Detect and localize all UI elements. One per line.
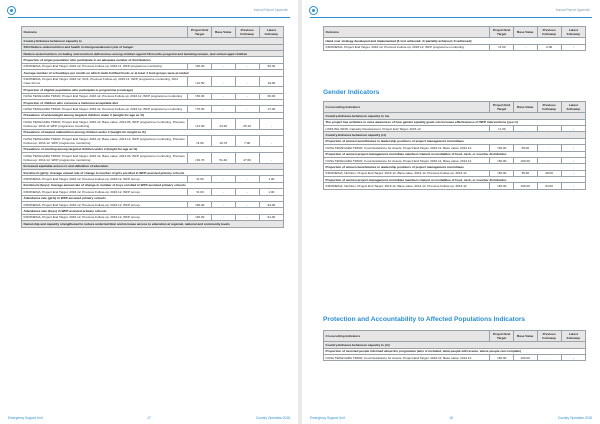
col-header-base: Base Value [513,102,537,113]
col-header-latest: Latest Followup [561,102,585,113]
continued-table-body [324,38,586,51]
col-header-base: Base Value [513,331,537,342]
section-label: Increased equitable access to and utilization of education [22,163,284,169]
latest-value: - [561,183,585,189]
previous-value: - [235,189,259,195]
previous-value: - [235,76,259,87]
base-value: 35.00 [513,145,537,151]
base-value: 35.00 [513,170,537,176]
target-value: >66.00 [188,63,212,69]
table-header-row [324,27,586,38]
section-label: Country-Enhance behaviour capacity to me [324,113,586,119]
source-cell: NUSA TENGGARA TIMUR, Project End Target: 2016.12, Previous Follow-up: 2016.12, WFP programme monitoring [22,106,188,112]
col-header-target: Project End Target [490,27,514,38]
previous-value: - [537,125,561,131]
source-cell: INDONESIA, Project End Target: 2016.12, SO4, Previous Follow-up: 2016.12, WFP programme monitoring, SO4 Case Focus [22,76,188,87]
data-row [324,183,586,189]
base-value: - [211,93,235,99]
latest-value: - [561,354,585,360]
col-header-latest: Latest Followup [259,27,283,38]
data-row [22,76,284,87]
source-cell: INDONESIA, Nutrition, Project End Target: 2016.12, Base value: 2014.12, Previous Follow-up: 2016.12 [324,183,490,189]
section-label: SO4 Reduce undernutrition and health in intergenerational cycle of hunger [22,44,284,50]
outcome-table-wrapper [21,26,284,228]
indicator-label: Hand over strategy developed and implemented [1=not achieved; 2=partially achieved; 3=achieved] [324,38,586,44]
indicator-label: Attendance rate (boys) in WFP-assisted primary schools [22,208,284,214]
latest-value: - [259,119,283,130]
footer-org: Emergency Support Unit [8,416,43,420]
base-value: 100.00 [513,157,537,163]
col-header-previous: Previous Followup [235,27,259,38]
target-value: >70.00 [188,106,212,112]
previous-value: - [537,354,561,360]
latest-value: - [561,125,585,131]
section-label: Reduce undernutrition, including micronutrient deficiencies among children aged 6-59 months pregnant and lactating women, and school-aged children [22,50,284,56]
latest-value: 19.00 [259,76,283,87]
source-cell: INDONESIA, Project End Target: 2016.12, Previous Follow-up: 2016.11, WFP programme monitoring [22,63,188,69]
header-rule [310,17,592,18]
indicator-label: Proportion of assisted people informed about the programme (who is included, what people will receive, where people can complain) [324,348,586,354]
target-value: >90.00 [188,214,212,220]
indicator-label: The project has activities to raise awareness of how gender equality goals can increase effectiveness of WFP interventions (yes=1) [324,119,586,125]
col-header-crosscutting: Crosscutting indicators [324,331,490,342]
left-page [0,0,298,424]
footer-report-name: Country Operation 2018 [557,416,592,420]
data-row [22,119,284,130]
target-value: <21.00 [188,119,212,130]
previous-value: - [235,214,259,220]
section-row [22,221,284,227]
target-value: <9.00 [188,136,212,147]
table-header-row [324,331,586,342]
col-header-outcome: Outcome [22,27,188,38]
col-header-previous: Previous Followup [537,27,561,38]
previous-value: - [235,106,259,112]
indicator-label: Enrolment (boys): Average annual rate of change in number of boys enrolled in WFP-assisted primary schools [22,182,284,188]
section-label: Country-Enhance behaviour capacity to (ct) [324,342,586,348]
source-cell: NUSA TENGGARA TIMUR, Food Assistance for Assets, Project End Target: 2016.12, Base value: 2014.12 [324,157,490,163]
protection-table-body [324,342,586,361]
header-rule [8,17,290,18]
source-cell: NUSA TENGGARA TIMUR, Food Assistance for Assets, Project End Target: 2016.12, Base value: 2014.12 [324,145,490,151]
protection-table-wrapper [323,330,586,361]
latest-value: 91.00 [259,214,283,220]
table-header-row [22,27,284,38]
col-header-target: Project End Target [188,27,212,38]
target-value: >50.00 [490,170,514,176]
previous-value: 47.60 [235,153,259,164]
protection-section-title: Protection and Accountability to Affected Populations Indicators [323,316,526,323]
source-cell: NUSA TENGGARA TIMUR, Project End Target: 2016.12, Base value: 2014.06, WFP programme monitoring, Previous Follow-up: 2014.12, WFP programme monitoring [22,153,188,164]
gender-table [323,101,586,190]
org-logo-icon [309,6,318,15]
source-cell: NUSA TENGGARA TIMUR, Project End Target: 2016.12, Base value: 2014.12, WFP programme monitoring, Previous Follow-up: 2014.12, WFP programme monitoring [22,136,188,147]
latest-value: - [259,153,283,164]
base-value: - [211,214,235,220]
base-value: - [513,44,537,50]
footer-report-name: Country Operation 2018 [255,416,290,420]
target-value: <49.70 [188,153,212,164]
source-cell: INDONESIA, Project End Target: 2016.12, Previous Follow-up: 2016.12, WFP survey [22,201,188,207]
source-cell: INDONESIA, Project End Target: 2016.12, Previous Follow-up: 2016.12, WFP survey [22,189,188,195]
previous-value: 25.10 [235,119,259,130]
header-title: Annual Report Appendix [253,8,288,12]
page-number: 18 [449,416,453,420]
outcome-table-body [22,38,284,227]
source-cell: NUSA TENGGARA TIMUR, Project End Target: 2016.12, Previous Follow-up: 2016.12, WFP programme monitoring [22,93,188,99]
col-header-target: Project End Target [490,331,514,342]
target-value: =3.00 [490,44,514,50]
source-cell: INDONESIA, Project End Target: 2016.12, Previous Follow-up: 2016.12, WFP programme monitoring [324,44,490,50]
col-header-latest: Latest Followup [561,331,585,342]
indicator-label: Proportion of women beneficiaries in leadership positions of project management committees [324,138,586,144]
outcome-table [21,26,284,228]
indicator-label: Proportion of children who consume a minimum acceptable diet [22,99,284,105]
indicator-label: Proportion of women project management committee members trained on modalities of food, cash, or voucher distribution [324,177,586,183]
target-value: >12.50 [188,76,212,87]
source-cell: INDONESIA, Project End Target: 2016.12, Previous Follow-up: 2016.12, WFP survey [22,176,188,182]
target-value: >6.00 [188,176,212,182]
latest-value: - [561,157,585,163]
source-cell: NUSA TENGGARA TIMUR, Project End Target: 2016.12, Base value: 2014.06, WFP programme monitoring, Previous Follow-up: 2014.11 WFP programme monitoring [22,119,188,130]
previous-value: - [235,201,259,207]
col-header-base: Base Value [211,27,235,38]
previous-value: - [235,176,259,182]
previous-value: - [537,145,561,151]
base-value: 100.00 [513,354,537,360]
latest-value: 94.00 [259,201,283,207]
col-header-previous: Previous Followup [537,331,561,342]
source-cell: NUSA TENGGARA TIMUR, Food Assistance for Assets, Project End Target: 2016.12, Base value: 2014.12 [324,354,490,360]
target-value: >50.00 [188,93,212,99]
gender-section-title: Gender Indicators [323,89,380,96]
base-value: - [211,189,235,195]
gender-table-body [324,113,586,190]
col-header-crosscutting: Crosscutting indicators [324,102,490,113]
indicator-label: Prevalence of underweight among targeted children under 2 (weight-for-age as %) [22,112,284,118]
latest-value: - [561,170,585,176]
section-label: Country-Enhance behaviour capacity to [22,38,284,44]
previous-value: 2.00 [537,44,561,50]
latest-value: 66.00 [259,63,283,69]
page-number: 17 [147,416,151,420]
base-value: - [211,63,235,69]
data-row [22,136,284,147]
latest-value: - [259,136,283,147]
target-value: >90.00 [188,201,212,207]
indicator-label: Proportion of eligible population who participate in programme (coverage) [22,87,284,93]
target-value: >6.00 [188,189,212,195]
previous-value: - [235,93,259,99]
latest-value: - [561,44,585,50]
col-header-previous: Previous Followup [537,102,561,113]
indicator-label: Proportion of target population who participate in an adequate number of distributions [22,57,284,63]
continued-table-wrapper [323,26,586,51]
indicator-label: Proportion of women project management committee members trained on modalities of food, cash, or voucher distribution [324,151,586,157]
footer-org: Emergency Support Unit [310,416,345,420]
latest-value: - [561,145,585,151]
indicator-label: Prevalence of stunting among targeted children under 2 (height-for-age as %) [22,146,284,152]
indicator-label: Prevalence of wasted malnutrition among children under 2 (weight-for-height as %) [22,129,284,135]
indicator-label: Proportion of women beneficiaries in leadership positions of project management committees [324,164,586,170]
continued-outcome-table [323,26,586,51]
indicator-label: Average number of schooldays per month on which multi-fortified foods or at least 4 food groups were provided [22,70,284,76]
latest-value: 1.00 [259,176,283,182]
protection-table [323,330,586,361]
data-row [324,44,586,50]
base-value: 10.70 [211,136,235,147]
section-label: Country-Enhance behaviour capacity (ct) [324,132,586,138]
target-value: >60.00 [490,157,514,163]
latest-value: 1.00 [259,189,283,195]
previous-value: 48.00 [537,170,561,176]
latest-value: 17.00 [259,106,283,112]
data-row [22,153,284,164]
col-header-outcome: Outcome [324,27,490,38]
target-value: >60.00 [490,183,514,189]
latest-value: 66.00 [259,93,283,99]
col-header-target: Project End Target [490,102,514,113]
data-row [324,354,586,360]
base-value: - [211,76,235,87]
col-header-latest: Latest Followup [561,27,585,38]
col-header-base: Base Value [513,27,537,38]
previous-value: - [235,63,259,69]
source-cell: INDONESIA, Project End Target: 2016.12, Previous Follow-up: 2016.12, WFP survey [22,214,188,220]
target-value: =1.00 [490,125,514,131]
previous-value: 64.00 [537,183,561,189]
previous-value: - [537,157,561,163]
base-value: - [211,106,235,112]
indicator-label: Attendance rate (girls) in WFP-assisted primary schools [22,195,284,201]
table-header-row [324,102,586,113]
org-logo-icon [7,6,16,15]
target-value: >50.00 [490,145,514,151]
base-value: 23.30 [211,119,235,130]
gender-table-wrapper [323,101,586,190]
source-cell: LINDUNG WFW, Capacity Development, Project End Target: 2016.12 [324,125,490,131]
base-value: 51.40 [211,153,235,164]
target-value: >80.00 [490,354,514,360]
base-value: - [211,176,235,182]
indicator-label: Enrolment (girls): Average annual rate of change in number of girls enrolled in WFP-assisted primary schools [22,170,284,176]
header-title: Annual Report Appendix [555,8,590,12]
section-label: Ownership and capacity strengthened to reduce undernutrition and increase access to education at regional, national and community levels [22,221,284,227]
base-value: 100.00 [513,183,537,189]
previous-value: 7.00 [235,136,259,147]
right-page [302,0,600,424]
base-value: - [211,201,235,207]
source-cell: INDONESIA, Nutrition, Project End Target: 2016.12, Base value: 2014.12, Previous Follow-up: 2016.12 [324,170,490,176]
base-value: - [513,125,537,131]
